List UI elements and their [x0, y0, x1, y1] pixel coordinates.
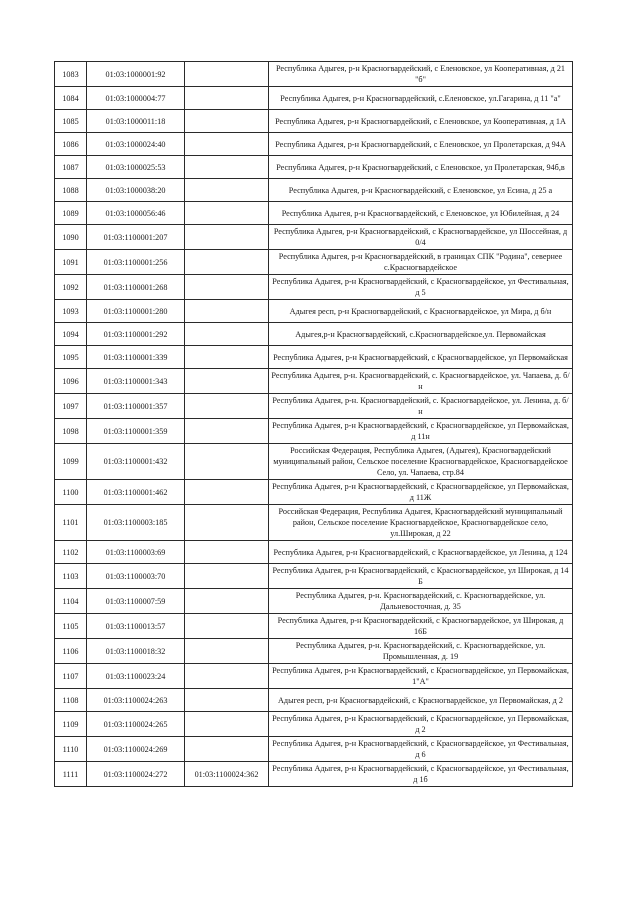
address-cell: Адыгея респ, р-н Красногвардейский, с Красногвардейское, ул Первомайская, д 2	[269, 689, 573, 712]
cadastral-number-cell: 01:03:1100024:265	[87, 712, 185, 737]
address-cell: Республика Адыгея, р-н Красногвардейский, с Красногвардейское, ул Первомайская, д 2	[269, 712, 573, 737]
address-cell: Республика Адыгея, р-н Красногвардейский, с Красногвардейское, ул Широкая, д 14 Б	[269, 564, 573, 589]
linked-cadastral-number-cell	[185, 323, 269, 346]
address-cell: Республика Адыгея, р-н Красногвардейский, с Еленовское, ул Пролетарская, 94б,в	[269, 156, 573, 179]
table-row	[55, 541, 573, 564]
table-row	[55, 225, 573, 250]
table-row	[55, 480, 573, 505]
cadastral-number-cell: 01:03:1100023:24	[87, 664, 185, 689]
linked-cadastral-number-cell	[185, 202, 269, 225]
table-row	[55, 589, 573, 614]
cadastral-number-cell: 01:03:1000056:46	[87, 202, 185, 225]
address-cell: Республика Адыгея, р-н Красногвардейский, с Красногвардейское, ул Первомайская, д 11Ж	[269, 480, 573, 505]
row-number-cell: 1097	[55, 394, 87, 419]
linked-cadastral-number-cell	[185, 250, 269, 275]
linked-cadastral-number-cell	[185, 564, 269, 589]
address-cell: Республика Адыгея, р-н Красногвардейский, с Красногвардейское, ул Первомайская	[269, 346, 573, 369]
row-number-cell: 1111	[55, 762, 87, 787]
row-number-cell: 1094	[55, 323, 87, 346]
table-row	[55, 250, 573, 275]
table-row	[55, 87, 573, 110]
address-cell: Республика Адыгея, р-н Красногвардейский, с Еленовское, ул Пролетарская, д 94А	[269, 133, 573, 156]
table-row	[55, 369, 573, 394]
linked-cadastral-number-cell	[185, 664, 269, 689]
row-number-cell: 1101	[55, 505, 87, 541]
table-row	[55, 346, 573, 369]
linked-cadastral-number-cell	[185, 639, 269, 664]
table-row	[55, 179, 573, 202]
cadastral-number-cell: 01:03:1100001:207	[87, 225, 185, 250]
linked-cadastral-number-cell	[185, 133, 269, 156]
cadastral-number-cell: 01:03:1100001:339	[87, 346, 185, 369]
cadastral-number-cell: 01:03:1100018:32	[87, 639, 185, 664]
address-cell: Республика Адыгея, р-н Красногвардейский, с Красногвардейское, ул Шоссейная, д 0/4	[269, 225, 573, 250]
row-number-cell: 1090	[55, 225, 87, 250]
table-row	[55, 275, 573, 300]
row-number-cell: 1107	[55, 664, 87, 689]
address-cell: Республика Адыгея, р-н Красногвардейский, с.Еленовское, ул.Гагарина, д 11 "а"	[269, 87, 573, 110]
cadastral-number-cell: 01:03:1100024:272	[87, 762, 185, 787]
cadastral-number-cell: 01:03:1000025:53	[87, 156, 185, 179]
row-number-cell: 1087	[55, 156, 87, 179]
address-cell: Республика Адыгея, р-н Красногвардейский, с Красногвардейское, ул Первомайская, 1"А"	[269, 664, 573, 689]
linked-cadastral-number-cell	[185, 300, 269, 323]
table-row	[55, 394, 573, 419]
address-cell: Российская Федерация, Республика Адыгея, (Адыгея), Красногвардейский муниципальный район, Сельское поселение Красногвардейское, Красногвардейское Село, ул. Чапаева, стр.84	[269, 444, 573, 480]
cadastral-number-cell: 01:03:1100003:69	[87, 541, 185, 564]
linked-cadastral-number-cell	[185, 346, 269, 369]
row-number-cell: 1085	[55, 110, 87, 133]
address-cell: Адыгея,р-н Красногвардейский, с.Красногвардейское,ул. Первомайская	[269, 323, 573, 346]
address-cell: Республика Адыгея, р-н Красногвардейский, с Еленовское, ул Кооперативная, д 1А	[269, 110, 573, 133]
cadastral-number-cell: 01:03:1000011:18	[87, 110, 185, 133]
row-number-cell: 1102	[55, 541, 87, 564]
address-cell: Адыгея респ, р-н Красногвардейский, с Красногвардейское, ул Мира, д б/н	[269, 300, 573, 323]
registry-table-body	[55, 62, 573, 787]
row-number-cell: 1093	[55, 300, 87, 323]
address-cell: Республика Адыгея, р-н. Красногвардейский, с. Красногвардейское, ул. Дальневосточная, д. 35	[269, 589, 573, 614]
address-cell: Республика Адыгея, р-н. Красногвардейский, с. Красногвардейское, ул. Ленина, д. б/н	[269, 394, 573, 419]
address-cell: Республика Адыгея, р-н. Красногвардейский, с. Красногвардейское, ул. Чапаева, д. б/н	[269, 369, 573, 394]
row-number-cell: 1103	[55, 564, 87, 589]
row-number-cell: 1089	[55, 202, 87, 225]
table-row	[55, 712, 573, 737]
cadastral-number-cell: 01:03:1100001:256	[87, 250, 185, 275]
row-number-cell: 1091	[55, 250, 87, 275]
row-number-cell: 1088	[55, 179, 87, 202]
linked-cadastral-number-cell	[185, 712, 269, 737]
cadastral-number-cell: 01:03:1000038:20	[87, 179, 185, 202]
table-row	[55, 62, 573, 87]
table-row	[55, 110, 573, 133]
linked-cadastral-number-cell	[185, 505, 269, 541]
row-number-cell: 1092	[55, 275, 87, 300]
table-row	[55, 202, 573, 225]
cadastral-number-cell: 01:03:1100013:57	[87, 614, 185, 639]
row-number-cell: 1099	[55, 444, 87, 480]
cadastral-number-cell: 01:03:1100007:59	[87, 589, 185, 614]
table-row	[55, 737, 573, 762]
table-row	[55, 156, 573, 179]
cadastral-number-cell: 01:03:1000001:92	[87, 62, 185, 87]
linked-cadastral-number-cell	[185, 480, 269, 505]
address-cell: Республика Адыгея, р-н Красногвардейский, с Красногвардейское, ул Фестивальная, д 1б	[269, 762, 573, 787]
linked-cadastral-number-cell	[185, 541, 269, 564]
linked-cadastral-number-cell	[185, 156, 269, 179]
row-number-cell: 1095	[55, 346, 87, 369]
cadastral-number-cell: 01:03:1000024:40	[87, 133, 185, 156]
address-cell: Республика Адыгея, р-н Красногвардейский, в границах СПК "Родина", севернее с.Красногвардейское	[269, 250, 573, 275]
address-cell: Республика Адыгея, р-н Красногвардейский, с Красногвардейское, ул Широкая, д 16Б	[269, 614, 573, 639]
address-cell: Республика Адыгея, р-н Красногвардейский, с Красногвардейское, ул Ленина, д 124	[269, 541, 573, 564]
linked-cadastral-number-cell	[185, 589, 269, 614]
linked-cadastral-number-cell	[185, 179, 269, 202]
linked-cadastral-number-cell	[185, 614, 269, 639]
row-number-cell: 1104	[55, 589, 87, 614]
row-number-cell: 1083	[55, 62, 87, 87]
row-number-cell: 1084	[55, 87, 87, 110]
table-row	[55, 639, 573, 664]
row-number-cell: 1105	[55, 614, 87, 639]
table-row	[55, 689, 573, 712]
table-row	[55, 133, 573, 156]
cadastral-number-cell: 01:03:1100001:268	[87, 275, 185, 300]
table-row	[55, 762, 573, 787]
linked-cadastral-number-cell	[185, 394, 269, 419]
address-cell: Республика Адыгея, р-н Красногвардейский, с Красногвардейское, ул Первомайская, д 11н	[269, 419, 573, 444]
row-number-cell: 1106	[55, 639, 87, 664]
row-number-cell: 1096	[55, 369, 87, 394]
address-cell: Республика Адыгея, р-н Красногвардейский, с Красногвардейское, ул Фестивальная, д 6	[269, 737, 573, 762]
address-cell: Республика Адыгея, р-н Красногвардейский, с Еленовское, ул Кооперативная, д 21 "б"	[269, 62, 573, 87]
table-row	[55, 419, 573, 444]
address-cell: Российская Федерация, Республика Адыгея, Красногвардейский муниципальный район, Сельское поселение Красногвардейское, Красногвардейское село, ул.Широкая, д 22	[269, 505, 573, 541]
cadastral-number-cell: 01:03:1100001:357	[87, 394, 185, 419]
address-cell: Республика Адыгея, р-н. Красногвардейский, с. Красногвардейское, ул. Промышленная, д. 19	[269, 639, 573, 664]
linked-cadastral-number-cell	[185, 62, 269, 87]
cadastral-number-cell: 01:03:1100001:432	[87, 444, 185, 480]
table-row	[55, 323, 573, 346]
cadastral-number-cell: 01:03:1100003:70	[87, 564, 185, 589]
cadastral-number-cell: 01:03:1000004:77	[87, 87, 185, 110]
address-cell: Республика Адыгея, р-н Красногвардейский, с Еленовское, ул Есина, д 25 а	[269, 179, 573, 202]
table-row	[55, 444, 573, 480]
cadastral-number-cell: 01:03:1100001:280	[87, 300, 185, 323]
cadastral-number-cell: 01:03:1100001:359	[87, 419, 185, 444]
row-number-cell: 1100	[55, 480, 87, 505]
table-row	[55, 664, 573, 689]
linked-cadastral-number-cell	[185, 419, 269, 444]
cadastral-number-cell: 01:03:1100001:462	[87, 480, 185, 505]
cadastral-number-cell: 01:03:1100024:269	[87, 737, 185, 762]
table-row	[55, 614, 573, 639]
cadastral-number-cell: 01:03:1100024:263	[87, 689, 185, 712]
table-row	[55, 564, 573, 589]
row-number-cell: 1109	[55, 712, 87, 737]
cadastral-number-cell: 01:03:1100001:292	[87, 323, 185, 346]
cadastral-number-cell: 01:03:1100003:185	[87, 505, 185, 541]
property-registry-table	[54, 61, 573, 787]
linked-cadastral-number-cell	[185, 689, 269, 712]
linked-cadastral-number-cell	[185, 369, 269, 394]
address-cell: Республика Адыгея, р-н Красногвардейский, с Красногвардейское, ул Фестивальная, д 5	[269, 275, 573, 300]
row-number-cell: 1086	[55, 133, 87, 156]
table-row	[55, 505, 573, 541]
linked-cadastral-number-cell	[185, 444, 269, 480]
linked-cadastral-number-cell	[185, 110, 269, 133]
linked-cadastral-number-cell	[185, 275, 269, 300]
linked-cadastral-number-cell	[185, 225, 269, 250]
linked-cadastral-number-cell	[185, 737, 269, 762]
address-cell: Республика Адыгея, р-н Красногвардейский, с Еленовское, ул Юбилейная, д 24	[269, 202, 573, 225]
row-number-cell: 1098	[55, 419, 87, 444]
cadastral-number-cell: 01:03:1100001:343	[87, 369, 185, 394]
row-number-cell: 1110	[55, 737, 87, 762]
linked-cadastral-number-cell: 01:03:1100024:362	[185, 762, 269, 787]
row-number-cell: 1108	[55, 689, 87, 712]
table-row	[55, 300, 573, 323]
linked-cadastral-number-cell	[185, 87, 269, 110]
